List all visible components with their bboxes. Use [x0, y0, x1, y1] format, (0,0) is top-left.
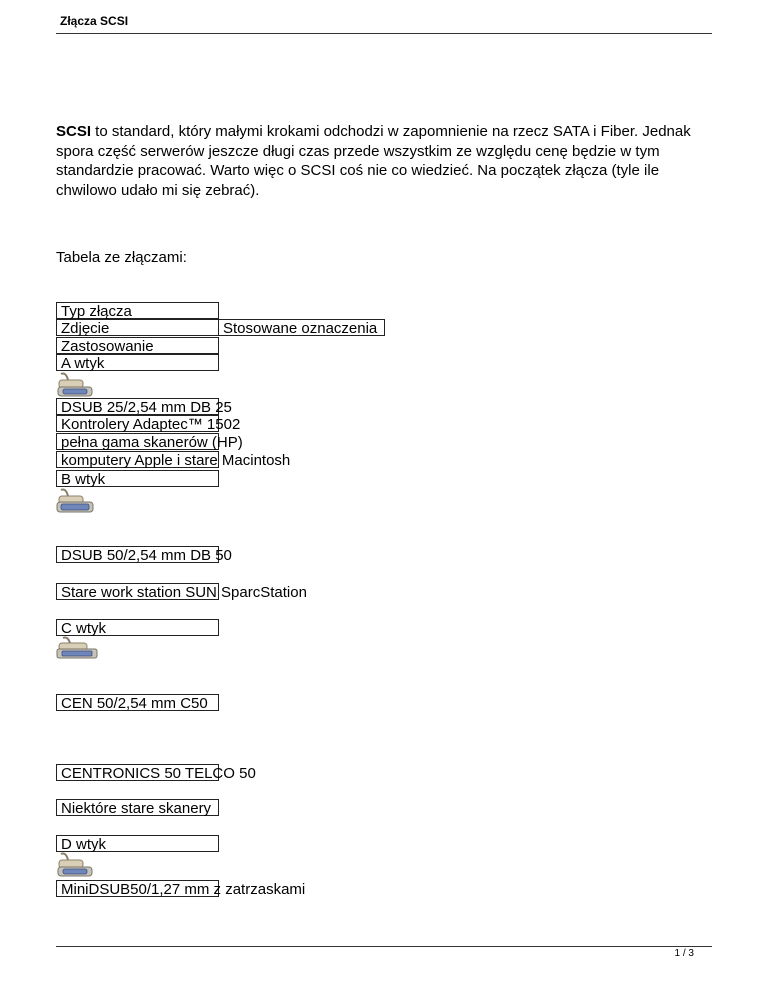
connector-d-designation: MiniDSUB50/1,27 mm z zatrzaskami	[56, 880, 219, 897]
connector-c-usage-1: Niektóre stare skanery	[56, 799, 219, 816]
connector-a-usage-2: pełna gama skanerów (HP)	[56, 433, 219, 450]
connector-b-image-icon	[55, 488, 95, 516]
intro-paragraph	[56, 122, 718, 200]
footer-divider	[56, 946, 712, 947]
connector-a-designation: DSUB 25/2,54 mm DB 25	[56, 398, 219, 415]
table-header-type: Typ złącza	[56, 302, 219, 319]
connector-a-image-icon	[55, 372, 95, 400]
connector-b-name: B wtyk	[56, 470, 219, 487]
connector-a-usage-3: komputery Apple i stare Macintosh	[56, 451, 219, 468]
header-divider	[56, 33, 712, 34]
connector-b-usage-1: Stare work station SUN SparcStation	[56, 583, 219, 600]
connector-b-designation: DSUB 50/2,54 mm DB 50	[56, 546, 219, 563]
table-header-photo: Zdjęcie	[56, 319, 219, 336]
connector-d-image-icon	[55, 852, 95, 880]
intro-text: to standard, który małymi krokami odchodzi w zapomnienie na rzecz SATA i Fiber. Jednak spora część serwerów jeszcze długi czas przede wszystkim ze względu cenę będzie w tym standardzie pracować. Warto więc o SCSI coś nie co wiedzieć. Na początek złącza (tyle ile chwilowo udało mi się zebrać).	[56, 123, 691, 199]
connector-c-designation-1: CEN 50/2,54 mm C50	[56, 694, 219, 711]
page-number: 1 / 3	[674, 948, 694, 959]
connector-d-name: D wtyk	[56, 835, 219, 852]
connector-c-image-icon	[55, 636, 99, 662]
table-header-designations: Stosowane oznaczenia	[218, 319, 385, 336]
connector-c-name: C wtyk	[56, 619, 219, 636]
table-label: Tabela ze złączami:	[56, 249, 187, 266]
page-header-title: Złącza SCSI	[60, 14, 129, 28]
table-header-usage: Zastosowanie	[56, 337, 219, 354]
connector-a-name: A wtyk	[56, 354, 219, 371]
connector-c-designation-2: CENTRONICS 50 TELCO 50	[56, 764, 219, 781]
connector-a-usage-1: Kontrolery Adaptec™ 1502	[56, 415, 219, 432]
intro-bold-word: SCSI	[56, 123, 92, 140]
